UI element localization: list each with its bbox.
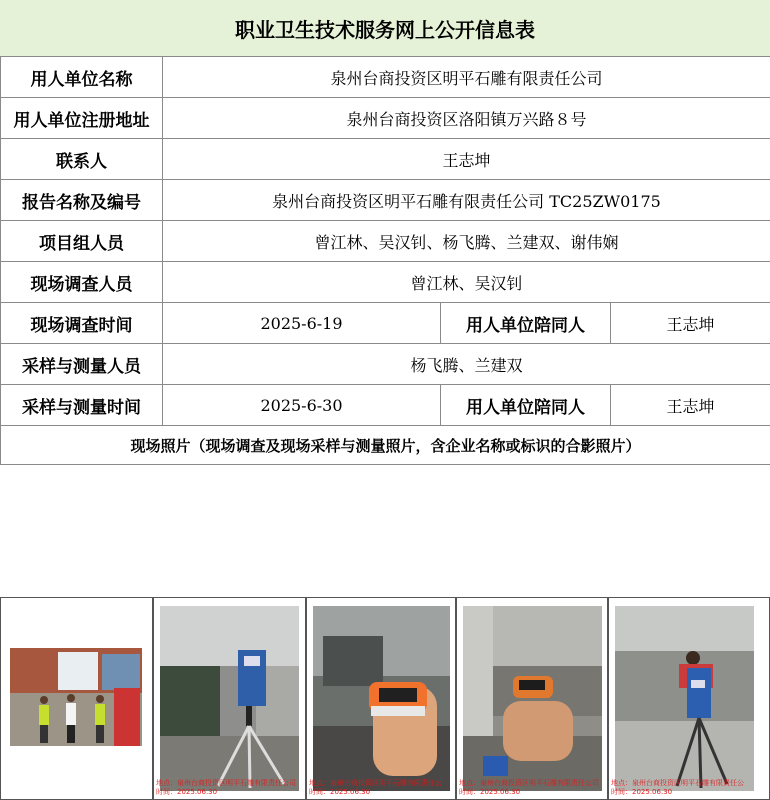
photo-4-stamp: 地点：泉州台商投资区明平石雕有限责任公司 时间：2025.06.30 — [459, 779, 599, 796]
row-sampling-time — [1, 385, 770, 426]
photo-3-stamp: 地点：泉州台商投资区明平石雕有限责任公 时间：2025.06.30 — [309, 779, 442, 796]
photo-cell-4 — [456, 597, 608, 800]
sampling-staff-label: 采样与测量人员 — [1, 344, 163, 385]
survey-time-label: 现场调查时间 — [1, 303, 163, 344]
row-contact — [1, 139, 770, 180]
row-registered-address — [1, 98, 770, 139]
project-team-value: 曾江林、吴汉钊、杨飞腾、兰建双、谢伟娴 — [163, 221, 770, 262]
sampling-time-value: 2025-6-30 — [163, 385, 441, 426]
survey-escort-value: 王志坤 — [611, 303, 770, 344]
photos-caption: 现场照片（现场调查及现场采样与测量照片，含企业名称或标识的合影照片） — [1, 426, 770, 465]
registered-address-label: 用人单位注册地址 — [1, 98, 163, 139]
row-project-team — [1, 221, 770, 262]
row-sampling-staff — [1, 344, 770, 385]
report-value: 泉州台商投资区明平石雕有限责任公司 TC25ZW0175 — [163, 180, 770, 221]
employer-name-value: 泉州台商投资区明平石雕有限责任公司 — [163, 57, 770, 98]
info-table — [0, 56, 770, 465]
contact-value: 王志坤 — [163, 139, 770, 180]
survey-time-value: 2025-6-19 — [163, 303, 441, 344]
row-report — [1, 180, 770, 221]
photo-2-stamp: 地点：泉州台商投资区明平石雕有限责任公司 时间：2025.06.30 — [156, 779, 296, 796]
survey-escort-label: 用人单位陪同人 — [441, 303, 611, 344]
employer-name-label: 用人单位名称 — [1, 57, 163, 98]
workshop-meter-photo — [463, 606, 602, 791]
page-title: 职业卫生技术服务网上公开信息表 — [0, 0, 770, 57]
sampling-escort-value: 王志坤 — [611, 385, 770, 426]
photo-strip — [0, 597, 770, 800]
registered-address-value: 泉州台商投资区洛阳镇万兴路８号 — [163, 98, 770, 139]
report-label: 报告名称及编号 — [1, 180, 163, 221]
group-photo — [10, 648, 142, 746]
worker-tripod-photo — [615, 606, 754, 791]
row-survey-staff — [1, 262, 770, 303]
sampling-escort-label: 用人单位陪同人 — [441, 385, 611, 426]
sampling-tripod-photo — [160, 606, 299, 791]
photo-cell-5 — [608, 597, 770, 800]
photo-cell-1 — [0, 597, 153, 800]
photo-cell-2 — [153, 597, 306, 800]
row-photos-caption — [1, 426, 770, 465]
contact-label: 联系人 — [1, 139, 163, 180]
sampling-time-label: 采样与测量时间 — [1, 385, 163, 426]
project-team-label: 项目组人员 — [1, 221, 163, 262]
handheld-meter-photo — [313, 606, 450, 791]
row-survey-time — [1, 303, 770, 344]
photo-5-stamp: 地点：泉州台商投资区明平石雕有限责任公 时间：2025.06.30 — [611, 779, 744, 796]
sampling-staff-value: 杨飞腾、兰建双 — [163, 344, 770, 385]
photo-cell-3 — [306, 597, 456, 800]
survey-staff-value: 曾江林、吴汉钊 — [163, 262, 770, 303]
survey-staff-label: 现场调查人员 — [1, 262, 163, 303]
row-employer-name — [1, 57, 770, 98]
